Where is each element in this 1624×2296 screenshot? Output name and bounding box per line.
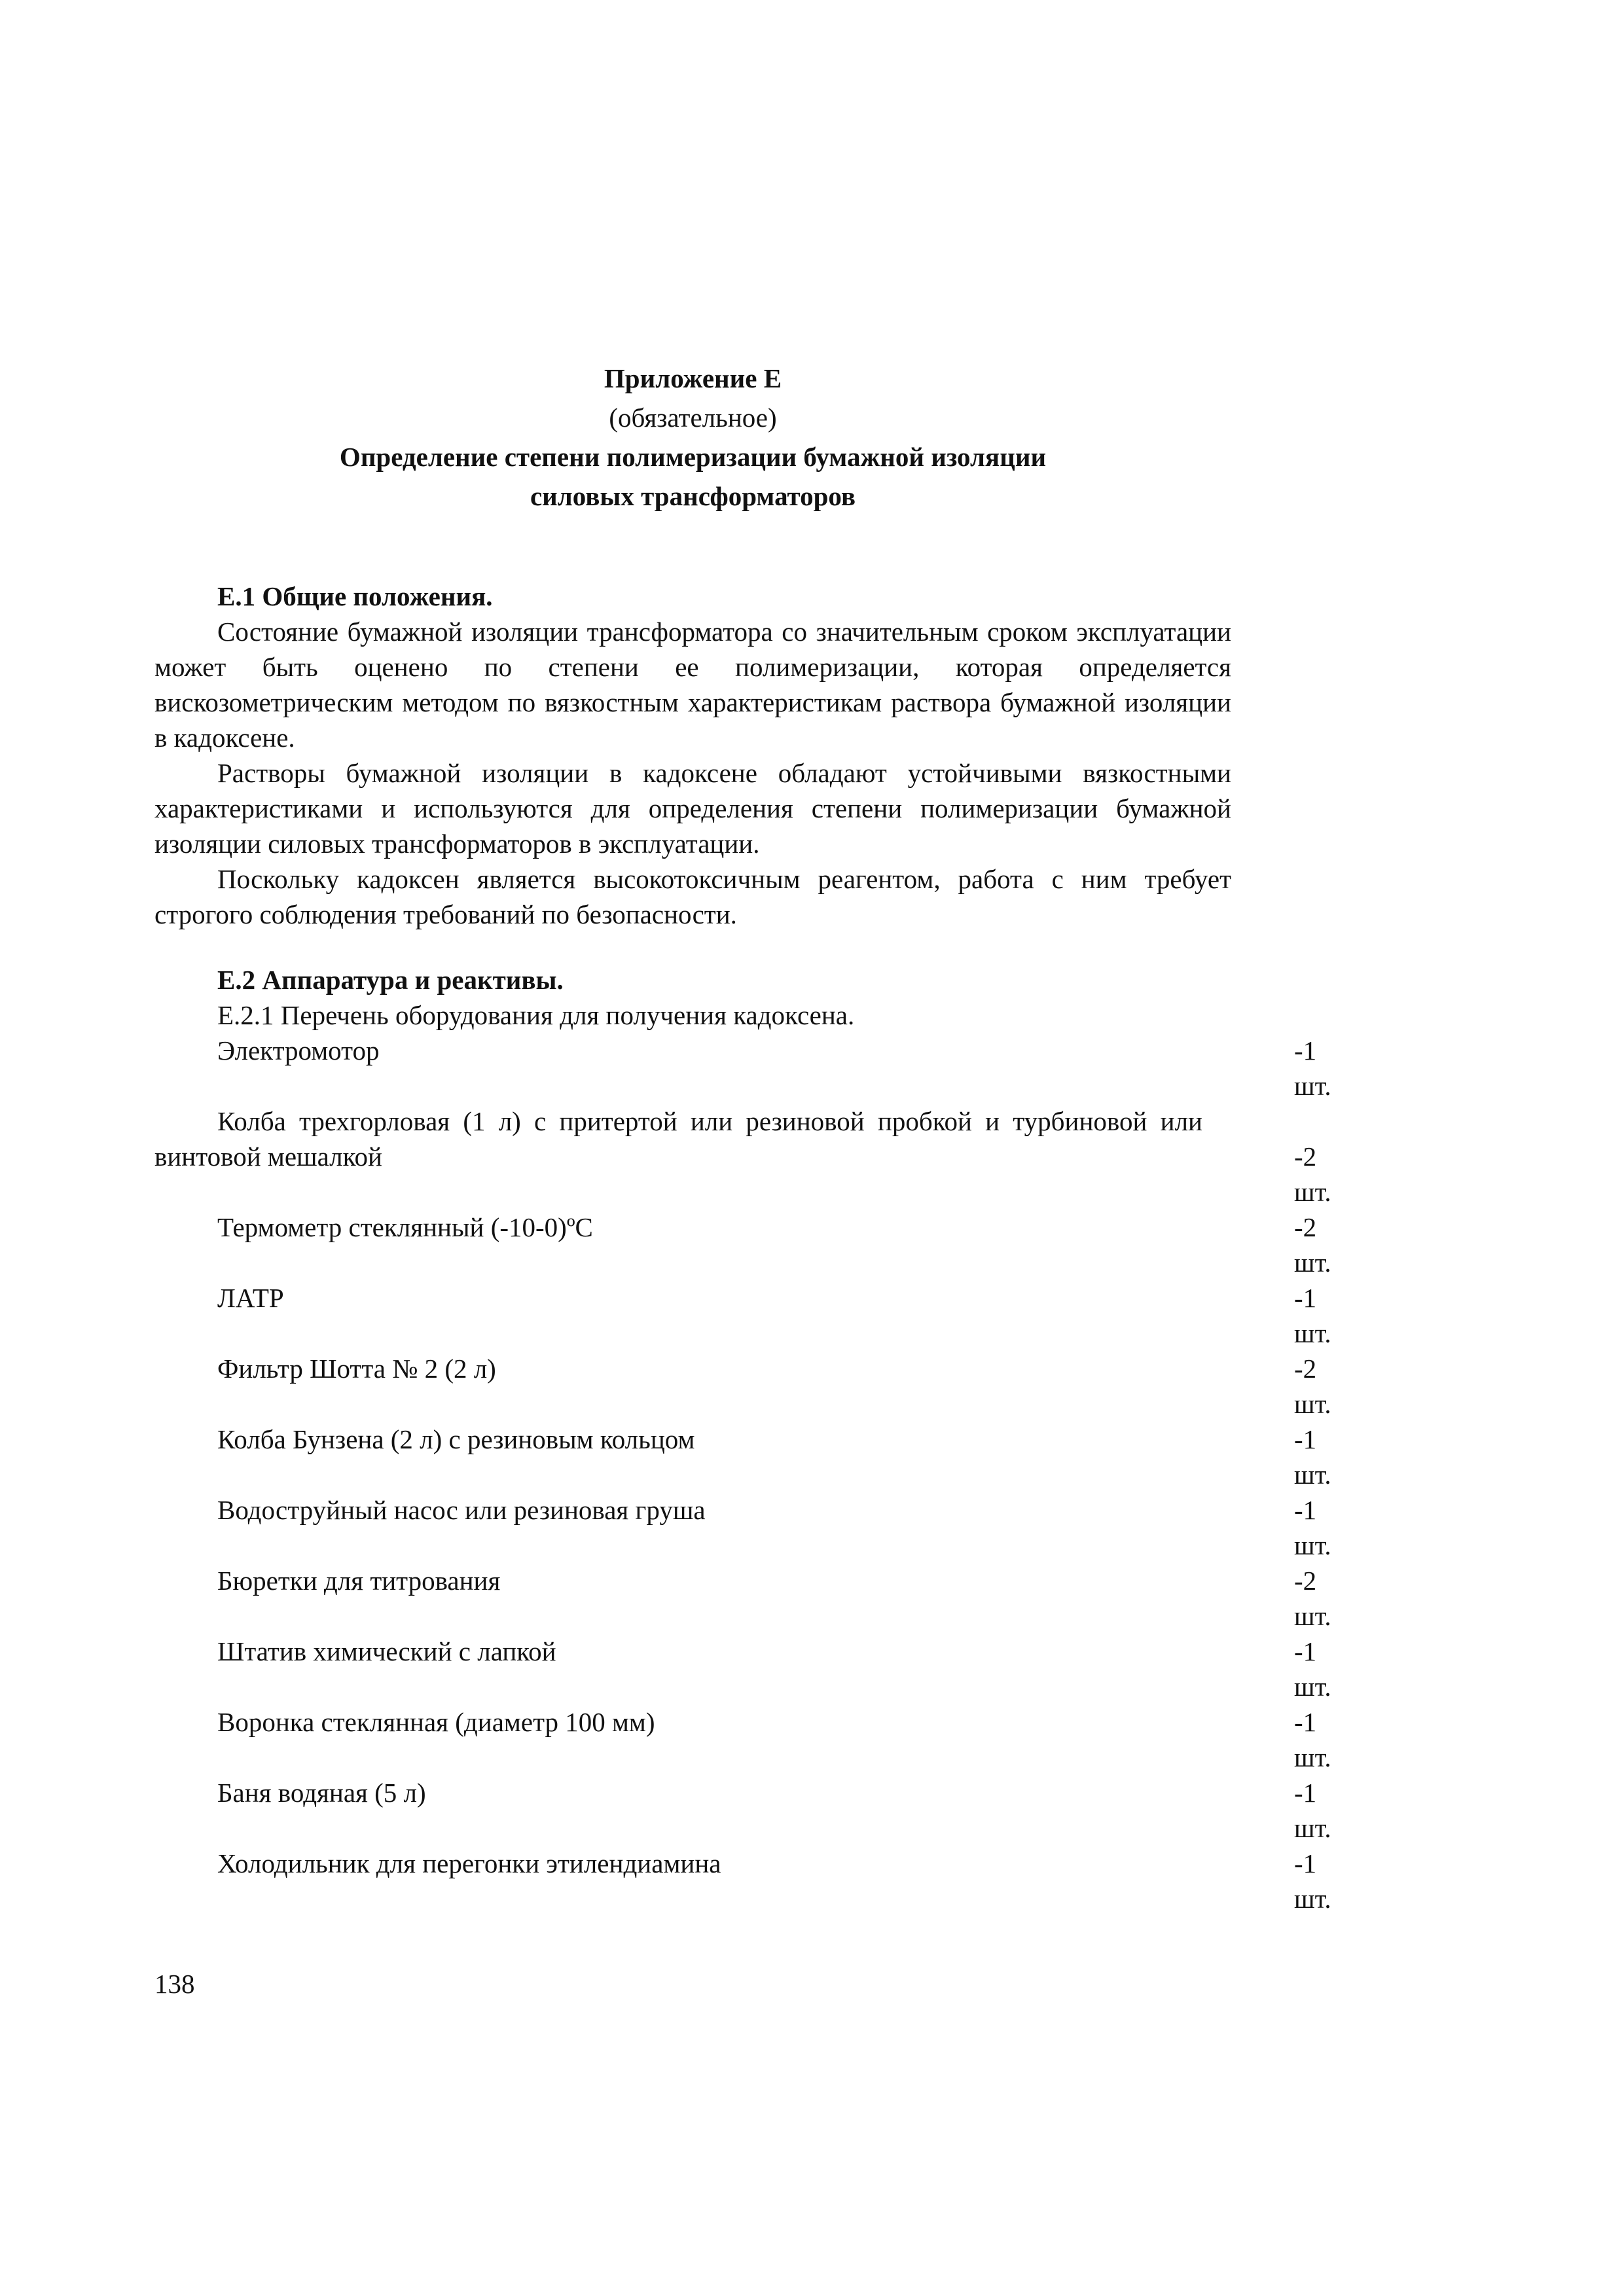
equipment-qty: -2 [1294,1566,1317,1596]
equipment-qty: -1 [1294,1283,1317,1313]
equipment-unit: шт. [1294,1318,1331,1348]
equipment-unit: шт. [1294,1389,1331,1419]
section-e2-title: Е.2 Аппаратура и реактивы. [217,965,564,995]
appendix-status: (обязательное) [609,403,777,433]
equipment-unit: шт. [1294,1884,1331,1914]
appendix-title: Приложение Е [604,363,782,393]
equipment-name: Водоструйный насос или резиновая груша [217,1495,706,1525]
section-e1-paragraph-1: Состояние бумажной изоляции трансформатора со значительным сроком эксплуатации может быть оценено по степени ее полимеризации, которая определяется вискозометрическим методом по вязкостным характеристикам раствора бумажной изоляции в кадоксене. [154,617,1231,753]
equipment-unit: шт. [1294,1742,1331,1772]
page-number: 138 [154,1969,195,1999]
equipment-unit: шт. [1294,1813,1331,1843]
equipment-name: Баня водяная (5 л) [217,1778,426,1808]
section-e1-paragraph-2: Растворы бумажной изоляции в кадоксене обладают устойчивыми вязкостными характеристиками и используются для определения степени полимеризации бумажной изоляции силовых трансформаторов в эксплуатации. [154,758,1231,859]
equipment-name: ЛАТР [217,1283,284,1313]
equipment-unit: шт. [1294,1247,1331,1278]
appendix-topic-line-1: Определение степени полимеризации бумажной изоляции [339,442,1047,472]
equipment-qty: -1 [1294,1424,1317,1454]
appendix-topic-line-2: силовых трансформаторов [530,481,856,511]
equipment-qty: -1 [1294,1035,1317,1066]
equipment-name: Термометр стеклянный (-10-0)ºС [217,1212,593,1242]
equipment-qty: -1 [1294,1636,1317,1666]
appendix-heading [154,359,1231,516]
equipment-name: Колба Бунзена (2 л) с резиновым кольцом [217,1424,695,1454]
equipment-unit: шт. [1294,1460,1331,1490]
equipment-name: Колба трехгорловая (1 л) с притертой или резиновой пробкой и турбиновой или винтовой мешалкой [154,1106,1202,1172]
equipment-name: Холодильник для перегонки этилендиамина [217,1848,721,1878]
equipment-unit: шт. [1294,1530,1331,1560]
equipment-name: Электромотор [217,1035,380,1066]
equipment-qty: -2 [1294,1141,1317,1172]
equipment-qty: -2 [1294,1212,1317,1242]
equipment-unit: шт. [1294,1672,1331,1702]
equipment-unit: шт. [1294,1071,1331,1101]
equipment-name: Штатив химический с лапкой [217,1636,556,1666]
section-e1-title: Е.1 Общие положения. [217,581,493,611]
equipment-name: Воронка стеклянная (диаметр 100 мм) [217,1707,655,1737]
equipment-qty: -1 [1294,1707,1317,1737]
equipment-unit: шт. [1294,1601,1331,1631]
section-e1-paragraph-3: Поскольку кадоксен является высокотоксичным реагентом, работа с ним требует строгого соблюдения требований по безопасности. [154,864,1231,929]
equipment-qty: -1 [1294,1778,1317,1808]
equipment-qty: -1 [1294,1495,1317,1525]
equipment-name: Фильтр Шотта № 2 (2 л) [217,1354,496,1384]
equipment-qty: -1 [1294,1848,1317,1878]
equipment-qty: -2 [1294,1354,1317,1384]
equipment-unit: шт. [1294,1177,1331,1207]
section-e2-subtitle: Е.2.1 Перечень оборудования для получения кадоксена. [217,1000,855,1030]
equipment-name: Бюретки для титрования [217,1566,501,1596]
